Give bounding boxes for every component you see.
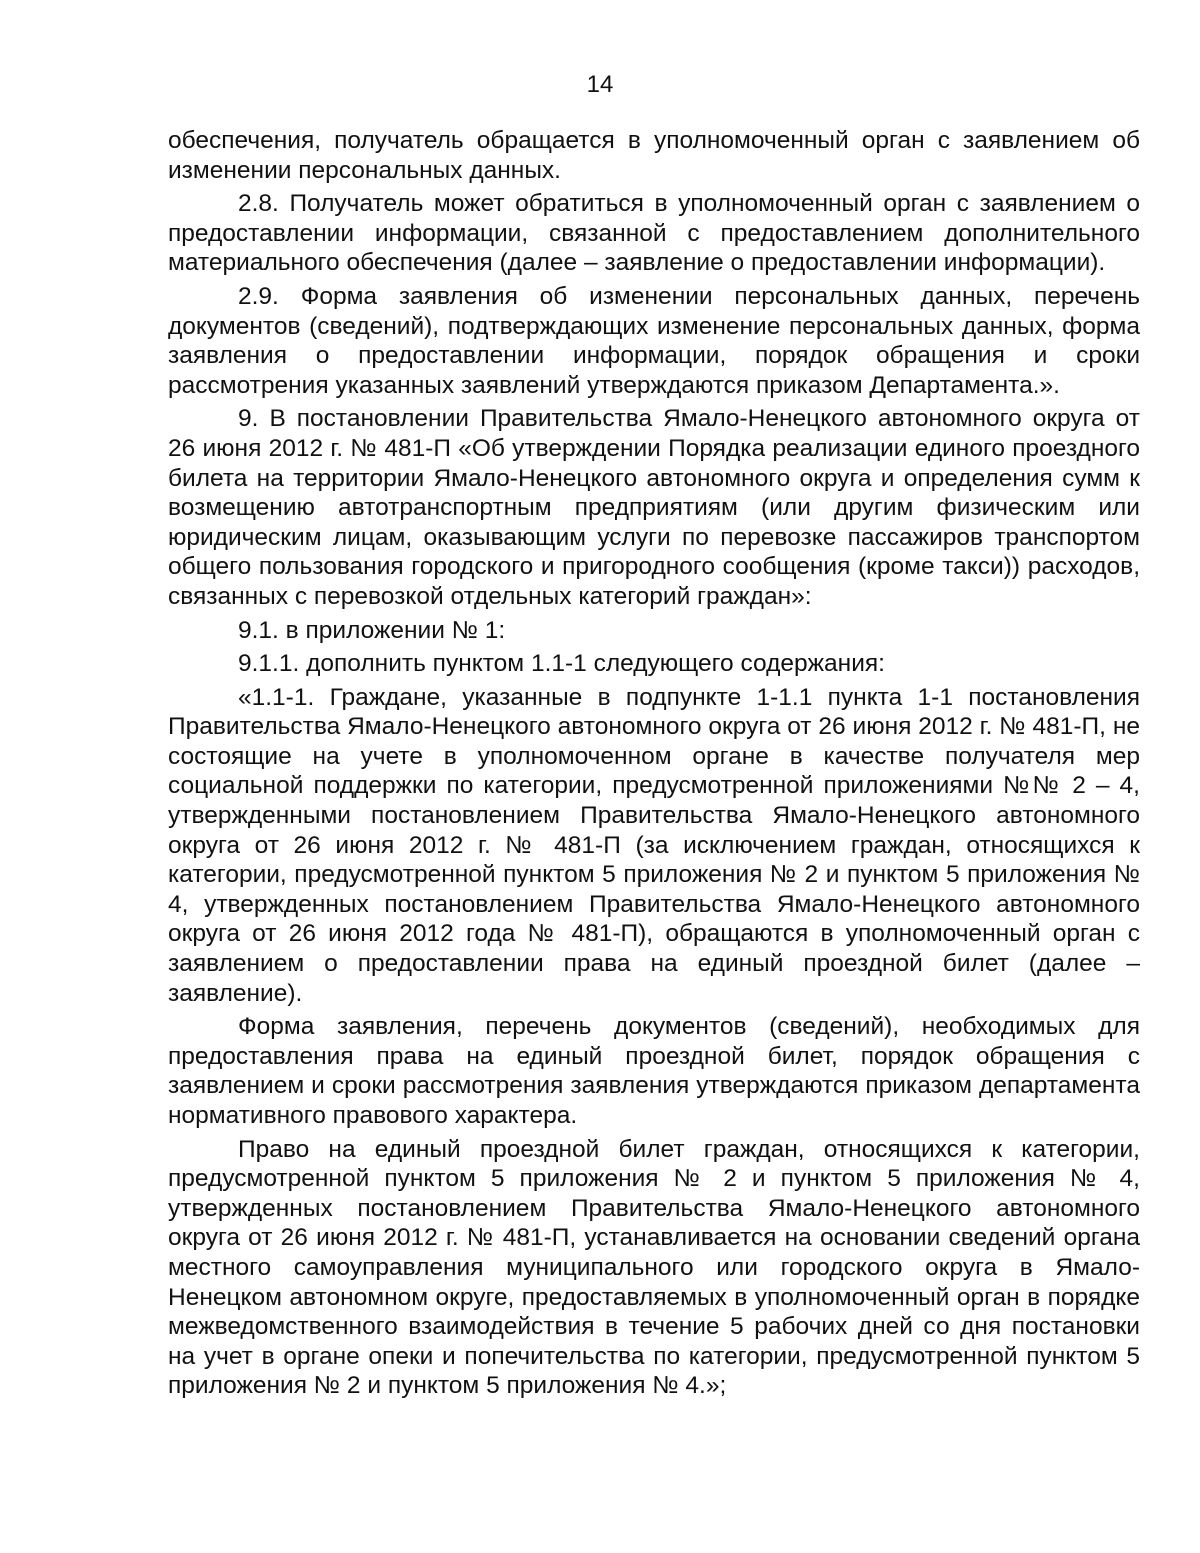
paragraph-application-form: Форма заявления, перечень документов (сведений), необходимых для предоставления права на единый проездной билет, порядок обращения с заявлением и сроки рассмотрения заявления утверждаются приказом департамента нормативного правового характера. bbox=[168, 1013, 1140, 1129]
paragraph-continuation: обеспечения, получатель обращается в уполномоченный орган с заявлением об изменении персональных данных. bbox=[168, 127, 1140, 184]
paragraph-9-1-1: 9.1.1. дополнить пунктом 1.1-1 следующего содержания: bbox=[238, 650, 885, 678]
document-body bbox=[168, 126, 1140, 1401]
paragraph-ticket-right: Право на единый проездной билет граждан, относящихся к категории, предусмотренной пунктом 5 приложения № 2 и пунктом 5 приложения № 4, утвержденных постановлением Правительства Ямало-Ненецкого автономного округа от 26 июня 2012 г. № 481-П, устанавливается на основании сведений органа местного самоуправления муниципального или городского округа в Ямало-Ненецком автономном округе, предоставляемых в уполномоченный орган в порядке межведомственного взаимодействия в течение 5 рабочих дней со дня постановки на учет в органе опеки и попечительства по категории, предусмотренной пунктом 5 приложения № 2 и пунктом 5 приложения № 4.»; bbox=[168, 1135, 1140, 1400]
paragraph-1-1-1-quote: «1.1-1. Граждане, указанные в подпункте 1-1.1 пункта 1-1 постановления Правительства Ямало-Ненецкого автономного округа от 26 июня 2012 г. № 481-П, не состоящие на учете в уполномоченном органе в качестве получателя мер социальной поддержки по категории, предусмотренной приложениями №№ 2 – 4, утвержденными постановлением Правительства Ямало-Ненецкого автономного округа от 26 июня 2012 г. № 481-П (за исключением граждан, относящихся к категории, предусмотренной пунктом 5 приложения № 2 и пунктом 5 приложения № 4, утвержденных постановлением Правительства Ямало-Ненецкого автономного округа от 26 июня 2012 года № 481-П), обращаются в уполномоченный орган с заявлением о предоставлении права на единый проездной билет (далее – заявление). bbox=[168, 683, 1140, 1007]
paragraph-2-8: 2.8. Получатель может обратиться в уполномоченный орган с заявлением о предоставлении информации, связанной с предоставлением дополнительного материального обеспечения (далее – заявление о предоставлении информации). bbox=[168, 190, 1140, 277]
page-number: 14 bbox=[586, 71, 614, 98]
paragraph-9-1: 9.1. в приложении № 1: bbox=[238, 616, 506, 644]
paragraph-9: 9. В постановлении Правительства Ямало-Ненецкого автономного округа от 26 июня 2012 г. № 481-П «Об утверждении Порядка реализации единого проездного билета на территории Ямало-Ненецкого автономного округа и определения сумм к возмещению автотранспортным предприятиям (или другим физическим или юридическим лицам, оказывающим услуги по перевозке пассажиров транспортом общего пользования городского и пригородного сообщения (кроме такси)) расходов, связанных с перевозкой отдельных категорий граждан»: bbox=[168, 405, 1140, 610]
paragraph-2-9: 2.9. Форма заявления об изменении персональных данных, перечень документов (сведений), подтверждающих изменение персональных данных, форма заявления о предоставлении информации, порядок обращения и сроки рассмотрения указанных заявлений утверждаются приказом Департамента.». bbox=[168, 282, 1140, 399]
